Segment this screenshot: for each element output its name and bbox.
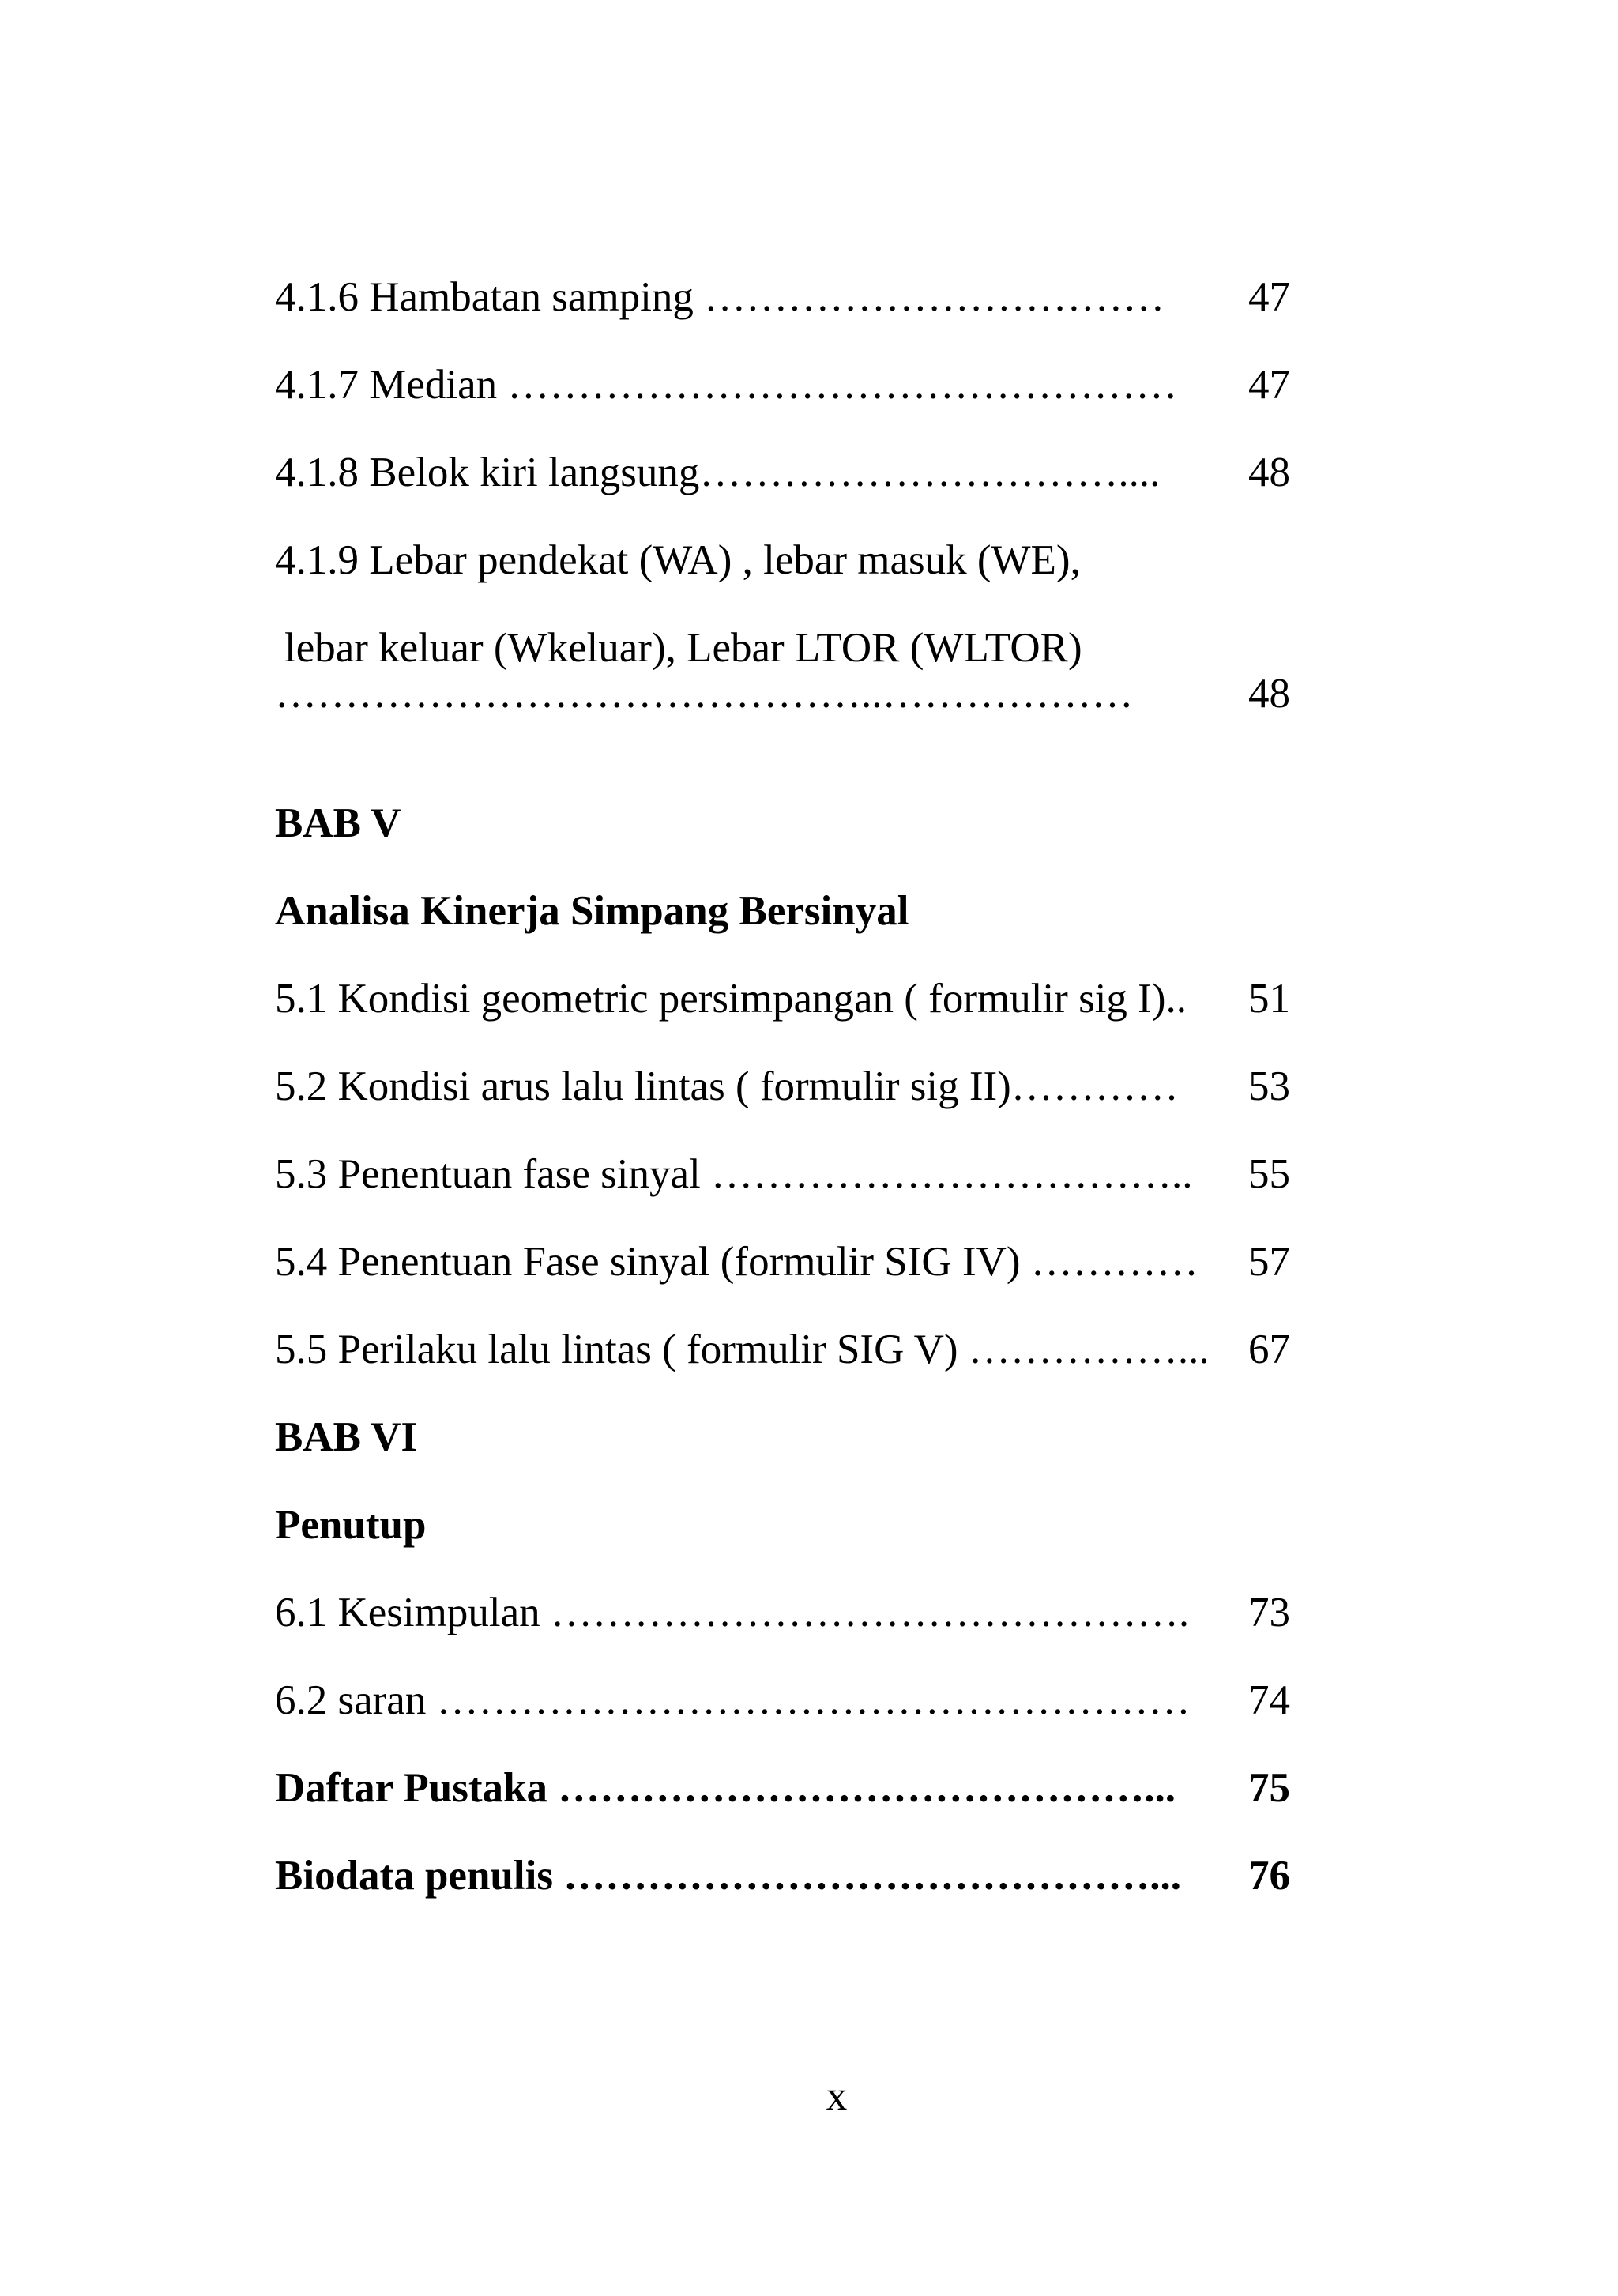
- toc-entry-page: 47: [1248, 362, 1290, 408]
- toc-entry-daftar-pustaka: [275, 1756, 1302, 1843]
- toc-entry-6-2: [275, 1668, 1302, 1756]
- toc-entry-4-1-9-line1: [275, 528, 1302, 615]
- chapter-heading-bab-v: [275, 791, 1302, 879]
- toc-entry-5-3: [275, 1142, 1302, 1229]
- toc-entry-leader: ……………………………………..………………: [275, 671, 1134, 717]
- chapter-title-bab-vi: [275, 1492, 1302, 1580]
- toc-entry-5-1: [275, 966, 1302, 1054]
- toc-entry-4-1-7: [275, 352, 1302, 440]
- toc-entry-text: 6.1 Kesimpulan ……………………………………….: [275, 1590, 1190, 1635]
- chapter-heading-bab-vi: [275, 1405, 1302, 1492]
- page-number: x: [826, 2073, 848, 2119]
- toc-entry-biodata-penulis: [275, 1843, 1302, 1931]
- toc-entry-5-2: [275, 1054, 1302, 1142]
- toc-entry-4-1-6: [275, 265, 1302, 352]
- toc-entry-page: 48: [1248, 450, 1290, 495]
- toc-entry-page: 51: [1248, 976, 1290, 1022]
- toc-entry-5-4: [275, 1229, 1302, 1317]
- toc-entry-page: 75: [1248, 1765, 1290, 1811]
- chapter-label: BAB VI: [275, 1414, 418, 1460]
- toc-entry-page: 73: [1248, 1590, 1290, 1635]
- toc-entry-page: 53: [1248, 1063, 1290, 1109]
- table-of-contents: [275, 265, 1302, 1931]
- toc-entry-5-5: [275, 1317, 1302, 1405]
- toc-entry-text: 5.1 Kondisi geometric persimpangan ( formulir sig I)..: [275, 976, 1187, 1022]
- toc-entry-page: 76: [1248, 1853, 1290, 1899]
- toc-entry-6-1: [275, 1580, 1302, 1668]
- toc-entry-4-1-8: [275, 440, 1302, 528]
- toc-entry-text: 6.2 saran ………………………………………………: [275, 1677, 1191, 1723]
- toc-entry-4-1-9-continued: [275, 615, 1302, 791]
- toc-entry-text: Daftar Pustaka ……………………………………...: [275, 1765, 1176, 1811]
- chapter-title: Penutup: [275, 1502, 427, 1548]
- toc-entry-page: 48: [1248, 671, 1290, 717]
- toc-entry-text: 4.1.9 Lebar pendekat (WA) , lebar masuk (WE),: [275, 537, 1081, 583]
- toc-entry-text: 5.2 Kondisi arus lalu lintas ( formulir sig II)…………: [275, 1063, 1179, 1109]
- toc-entry-page: 47: [1248, 274, 1290, 320]
- toc-entry-text: 5.4 Penentuan Fase sinyal (formulir SIG IV) …………: [275, 1239, 1198, 1285]
- toc-entry-text: lebar keluar (Wkeluar), Lebar LTOR (WLTOR): [284, 625, 1082, 671]
- toc-entry-text: Biodata penulis ……………………………………...: [275, 1853, 1181, 1899]
- toc-entry-page: 55: [1248, 1151, 1290, 1197]
- toc-entry-text: 5.5 Perilaku lalu lintas ( formulir SIG V) ……………...: [275, 1327, 1210, 1372]
- chapter-title: Analisa Kinerja Simpang Bersinyal: [275, 888, 909, 934]
- toc-entry-page: 67: [1248, 1327, 1290, 1372]
- toc-entry-text: 5.3 Penentuan fase sinyal ……………………………..: [275, 1151, 1193, 1197]
- chapter-title-bab-v: [275, 879, 1302, 966]
- toc-entry-text: 4.1.6 Hambatan samping ……………………………: [275, 274, 1165, 320]
- toc-entry-page: 74: [1248, 1677, 1290, 1723]
- toc-entry-text: 4.1.7 Median …………………………………………: [275, 362, 1178, 408]
- chapter-label: BAB V: [275, 800, 401, 846]
- toc-entry-text: 4.1.8 Belok kiri langsung…………………………....: [275, 450, 1161, 495]
- toc-entry-page: 57: [1248, 1239, 1290, 1285]
